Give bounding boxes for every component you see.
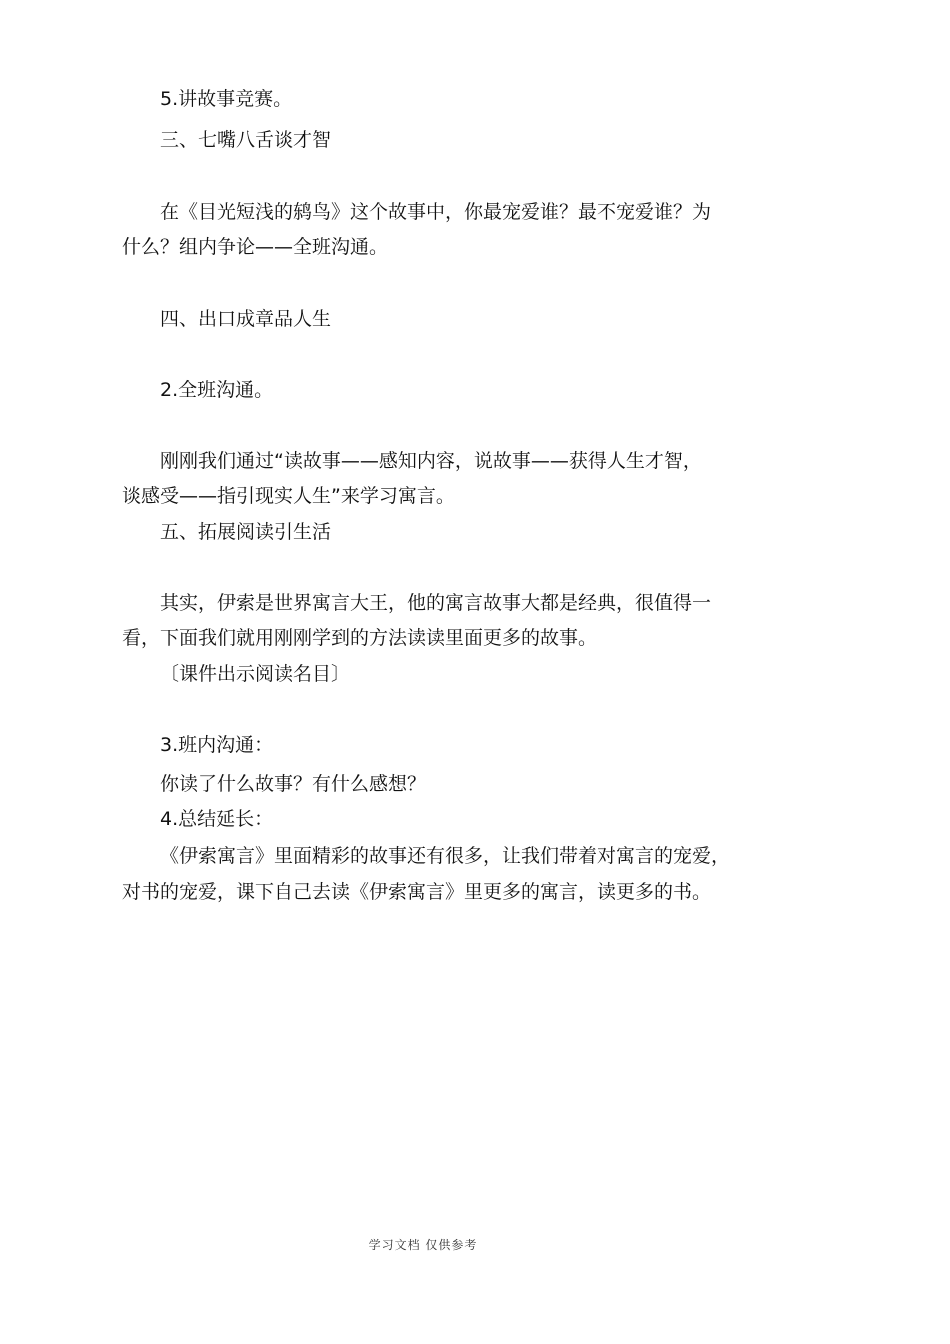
question-line: 你读了什么故事？有什么感想？ — [160, 773, 427, 795]
section-5-heading: 五、拓展阅读引生活 — [160, 521, 332, 543]
item-5-story-contest: 5.讲故事竞赛。 — [160, 88, 293, 110]
paragraph-3-line-2: 看，下面我们就用刚刚学到的方法读读里面更多的故事。 — [122, 627, 598, 649]
section-3-heading: 三、七嘴八舌谈才智 — [160, 129, 332, 151]
item-3-class-communication: 3.班内沟通： — [160, 734, 274, 756]
paragraph-1-line-1: 在《目光短浅的鸫鸟》这个故事中，你最宠爱谁？最不宠爱谁？为 — [160, 201, 712, 223]
courseware-note: 〔课件出示阅读名目〕 — [160, 663, 351, 685]
page-footer: 学习文档 仅供参考 — [368, 1238, 478, 1252]
paragraph-2-line-1: 刚刚我们通过“读故事——感知内容，说故事——获得人生才智， — [160, 450, 702, 472]
paragraph-3-line-1: 其实，伊索是世界寓言大王，他的寓言故事大都是经典，很值得一 — [160, 592, 712, 614]
item-2-class-communication: 2.全班沟通。 — [160, 379, 274, 401]
section-4-heading: 四、出口成章品人生 — [160, 308, 332, 330]
paragraph-1-line-2: 什么？组内争论——全班沟通。 — [122, 236, 389, 258]
paragraph-4-line-1: 《伊索寓言》里面精彩的故事还有很多，让我们带着对寓言的宠爱， — [160, 845, 731, 867]
paragraph-2-line-2: 谈感受——指引现实人生”来学习寓言。 — [122, 485, 455, 507]
item-4-summary: 4.总结延长： — [160, 808, 274, 830]
paragraph-4-line-2: 对书的宠爱，课下自己去读《伊索寓言》里更多的寓言，读更多的书。 — [122, 881, 712, 903]
